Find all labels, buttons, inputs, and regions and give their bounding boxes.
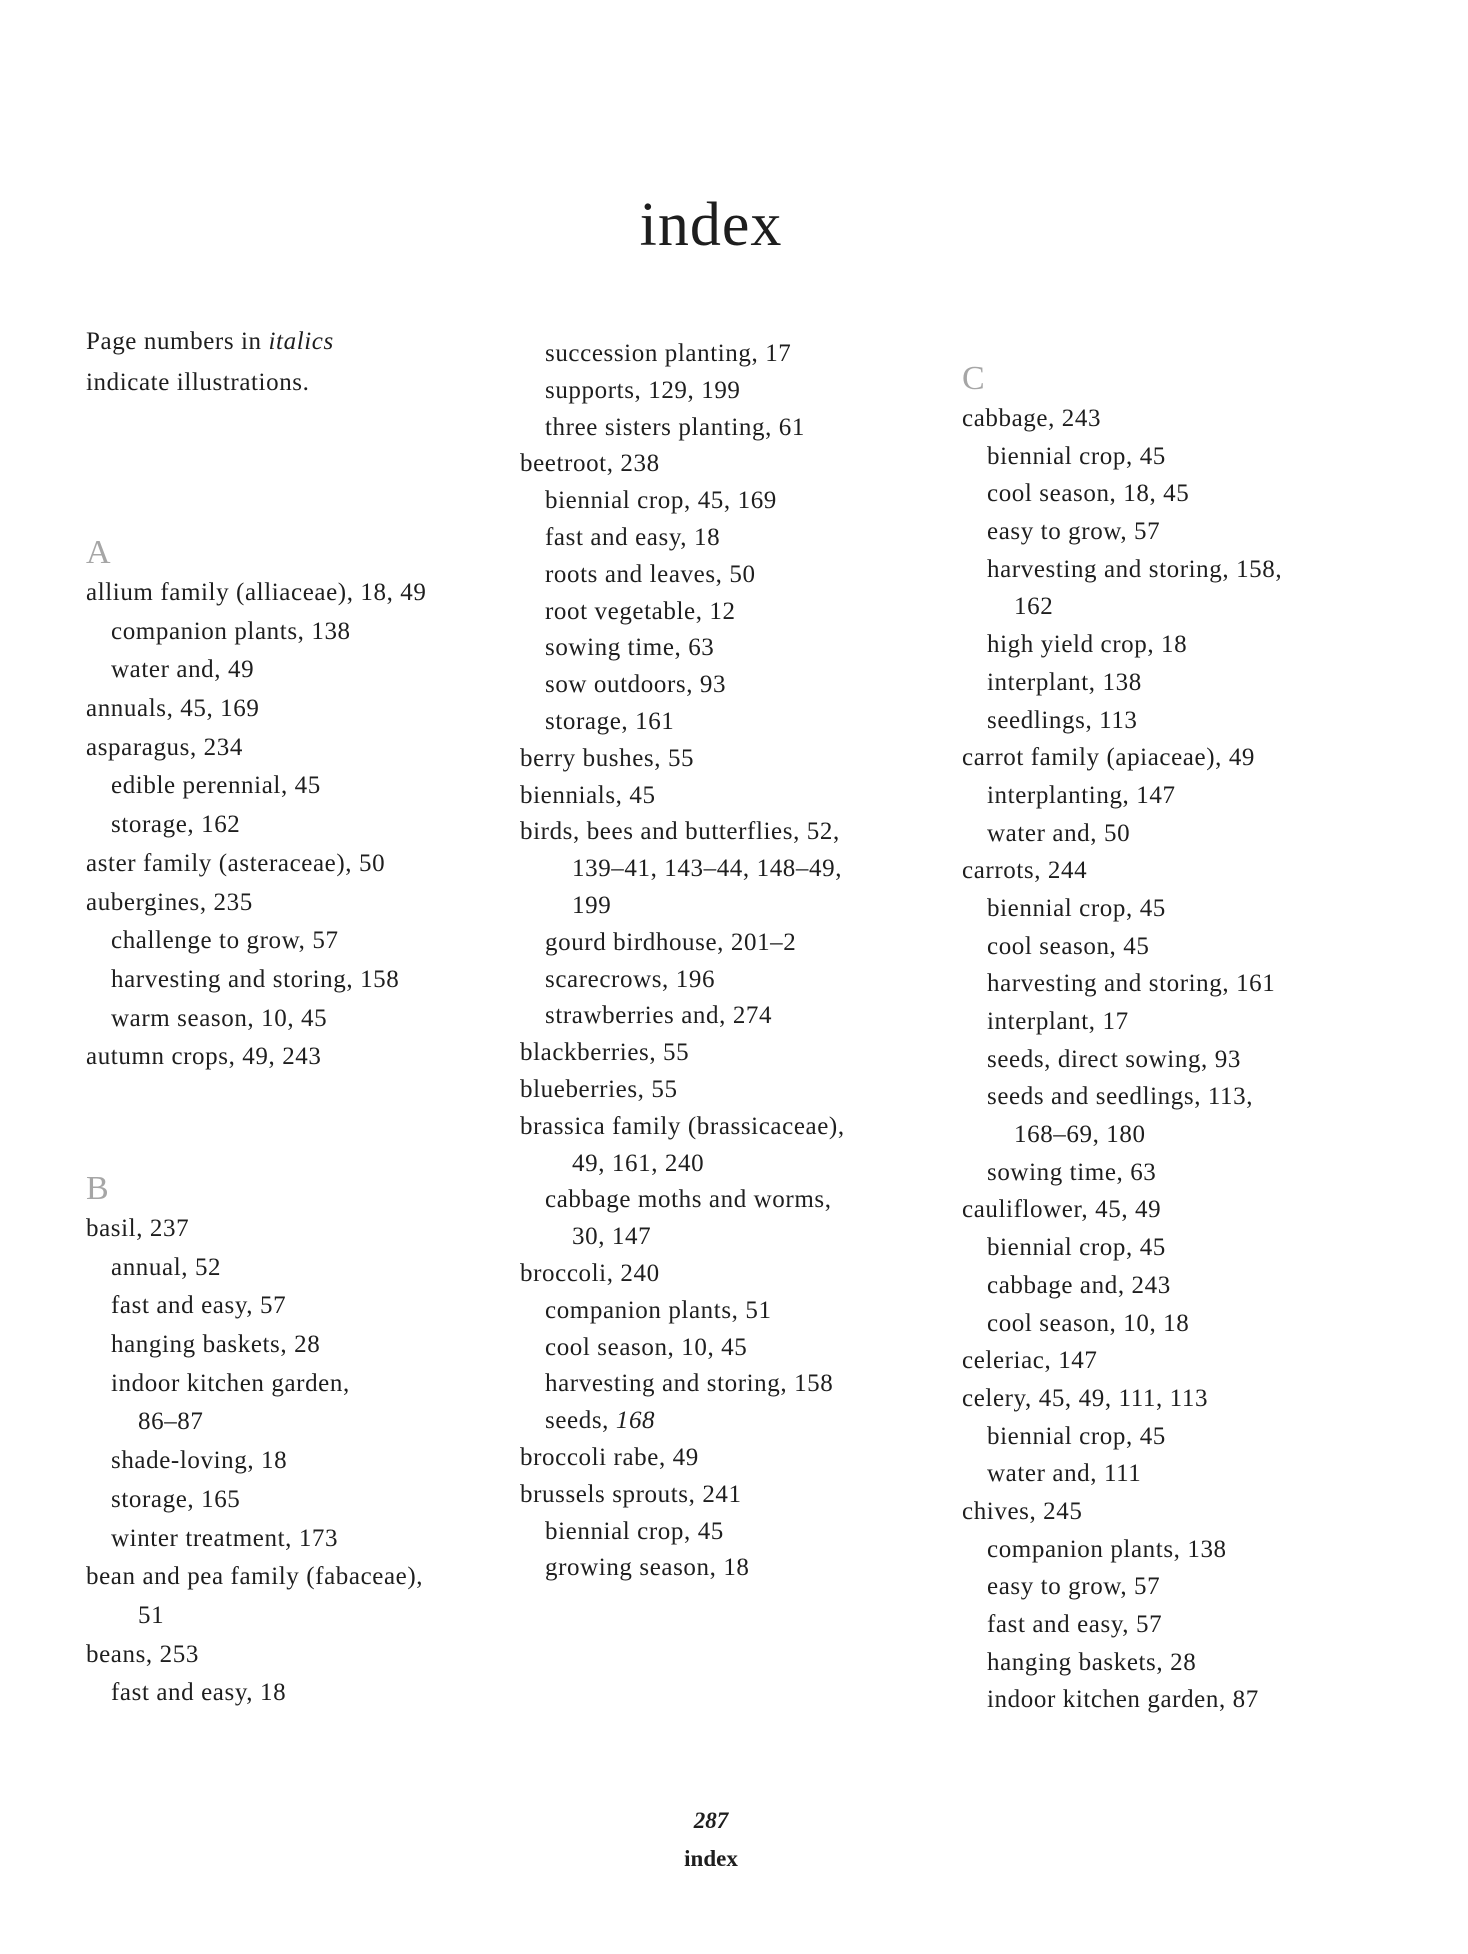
page-number: 287	[693, 1808, 729, 1833]
index-subentry	[962, 475, 1282, 513]
entry-text: aubergines, 235	[86, 888, 253, 916]
entry-text: growing season, 18	[545, 1554, 750, 1582]
index-entry-continuation	[520, 1219, 845, 1256]
index-subentry	[520, 520, 845, 557]
index-subentry	[962, 1455, 1282, 1493]
entry-text: cabbage, 243	[962, 405, 1102, 432]
entry-text: easy to grow, 57	[987, 518, 1161, 546]
entry-text: roots and leaves, 50	[545, 560, 756, 588]
entry-text: water and, 111	[987, 1460, 1142, 1488]
entry-text: seeds and seedlings, 113,	[987, 1083, 1254, 1111]
running-footer: index	[684, 1846, 738, 1871]
index-subentry	[86, 1326, 423, 1365]
index-subentry	[520, 925, 845, 962]
entry-text: fast and easy, 57	[987, 1611, 1163, 1638]
entry-text: asparagus, 234	[86, 733, 243, 761]
entry-text: interplant, 138	[987, 668, 1142, 696]
index-subentry	[86, 1365, 423, 1404]
index-subentry	[520, 1330, 845, 1367]
index-entry	[520, 1256, 845, 1293]
entry-text: biennial crop, 45	[545, 1517, 724, 1545]
entry-text: celery, 45, 49, 111, 113	[962, 1384, 1209, 1412]
intro-text: indicate illustrations.	[86, 369, 310, 396]
index-subentry	[86, 1442, 423, 1481]
index-subentry	[86, 1287, 423, 1326]
intro-text: Page numbers in	[86, 328, 269, 355]
entry-text: sowing time, 63	[545, 634, 715, 662]
entry-text: 30, 147	[572, 1223, 652, 1251]
index-subentry	[962, 1041, 1282, 1079]
entry-text: hanging baskets, 28	[111, 1331, 321, 1359]
index-subentry	[962, 1606, 1282, 1644]
index-subentry	[520, 1366, 845, 1403]
entry-text: scarecrows, 196	[545, 965, 716, 993]
entry-text: carrot family (apiaceae), 49	[962, 744, 1256, 772]
index-subentry	[520, 704, 845, 741]
entry-text: 139–41, 143–44, 148–49,	[572, 855, 843, 883]
entry-text: harvesting and storing, 158,	[987, 555, 1283, 583]
entry-text: water and, 49	[111, 656, 255, 684]
entry-text: indoor kitchen garden,	[111, 1369, 350, 1397]
index-entry	[86, 884, 427, 923]
index-subentry	[962, 928, 1282, 966]
entry-text: 168–69, 180	[1014, 1121, 1146, 1149]
entry-text: 199	[572, 891, 612, 919]
index-entry	[520, 741, 845, 778]
section-letter: B	[86, 1170, 110, 1207]
index-entry-continuation	[520, 1146, 845, 1183]
entry-text: blackberries, 55	[520, 1039, 690, 1067]
entry-text: companion plants, 51	[545, 1296, 772, 1324]
section-c	[962, 358, 1282, 1719]
index-subentry	[520, 1550, 845, 1587]
index-subentry	[962, 626, 1282, 664]
index-entry	[86, 690, 427, 729]
entry-text: chives, 245	[962, 1497, 1083, 1525]
entry-text: sow outdoors, 93	[545, 671, 727, 699]
entry-text: beans, 253	[86, 1640, 199, 1668]
entry-text: challenge to grow, 57	[111, 927, 339, 955]
index-entry	[86, 574, 427, 613]
entry-text: 49, 161, 240	[572, 1149, 705, 1177]
entry-text: birds, bees and butterflies, 52,	[520, 818, 840, 846]
index-subentry	[962, 1229, 1282, 1267]
entry-text: harvesting and storing, 158	[111, 965, 400, 993]
index-subentry	[962, 702, 1282, 740]
index-subentry	[962, 1681, 1282, 1719]
index-subentry	[520, 336, 845, 373]
section-letter: A	[86, 534, 112, 571]
entry-text: celeriac, 147	[962, 1347, 1098, 1375]
index-entry	[962, 1191, 1282, 1229]
index-entry	[520, 1109, 845, 1146]
index-subentry	[962, 1305, 1282, 1343]
entry-text: storage, 161	[545, 707, 675, 735]
index-subentry	[86, 613, 427, 652]
entry-text: annuals, 45, 169	[86, 695, 260, 723]
index-entry-continuation	[86, 1597, 423, 1636]
index-entry	[520, 1440, 845, 1477]
entry-text: aster family (asteraceae), 50	[86, 849, 386, 877]
entry-text: shade-loving, 18	[111, 1447, 288, 1475]
entry-text: biennial crop, 45	[987, 1422, 1166, 1450]
entry-text: broccoli rabe, 49	[520, 1443, 699, 1471]
entry-text: brassica family (brassicaceae),	[520, 1112, 845, 1140]
index-subentry	[962, 777, 1282, 815]
entry-text: cool season, 45	[987, 932, 1150, 960]
entry-text: fast and easy, 18	[545, 523, 721, 551]
index-entry	[86, 1558, 423, 1597]
entry-text: biennial crop, 45	[987, 442, 1166, 470]
entry-text: bean and pea family (fabaceae),	[86, 1563, 424, 1591]
index-subentry	[86, 1481, 423, 1520]
entry-text: harvesting and storing, 161	[987, 970, 1276, 998]
index-subentry	[86, 922, 427, 961]
index-entry	[520, 1477, 845, 1514]
index-entry	[520, 814, 845, 851]
index-subentry	[520, 1293, 845, 1330]
index-subentry	[520, 1514, 845, 1551]
index-subentry	[520, 998, 845, 1035]
index-subentry	[86, 1000, 427, 1039]
entry-text: annual, 52	[111, 1253, 222, 1281]
entry-text: high yield crop, 18	[987, 631, 1188, 659]
entry-text: blueberries, 55	[520, 1075, 678, 1103]
index-entry-continuation	[962, 1116, 1282, 1154]
entry-text: autumn crops, 49, 243	[86, 1043, 322, 1071]
section-b	[86, 1168, 423, 1713]
section-b-continued	[520, 336, 845, 1587]
index-subentry	[962, 1568, 1282, 1606]
page-title: index	[639, 191, 783, 259]
index-subentry	[86, 651, 427, 690]
entry-text: cool season, 10, 45	[545, 1333, 748, 1361]
index-subentry	[962, 1078, 1282, 1116]
entry-text: hanging baskets, 28	[987, 1648, 1197, 1676]
index-subentry	[962, 438, 1282, 476]
entry-text: root vegetable, 12	[545, 597, 736, 625]
index-subentry	[962, 664, 1282, 702]
entry-text: gourd birdhouse, 201–2	[545, 928, 797, 956]
entry-text: biennial crop, 45	[987, 1234, 1166, 1262]
entry-text: basil, 237	[86, 1215, 190, 1242]
index-intro-note	[86, 321, 334, 403]
entry-text: fast and easy, 57	[111, 1292, 287, 1320]
index-subentry	[520, 483, 845, 520]
index-subentry	[962, 1154, 1282, 1192]
index-subentry	[962, 513, 1282, 551]
entry-text: supports, 129, 199	[545, 376, 741, 404]
index-entry	[962, 739, 1282, 777]
entry-text: companion plants, 138	[111, 617, 351, 645]
index-subentry	[520, 594, 845, 631]
entry-text: beetroot, 238	[520, 450, 660, 478]
entry-text: strawberries and, 274	[545, 1002, 773, 1030]
entry-text: cauliflower, 45, 49	[962, 1196, 1162, 1224]
section-letter: C	[962, 360, 986, 397]
entry-text: seeds, direct sowing, 93	[987, 1045, 1241, 1073]
entry-text: berry bushes, 55	[520, 744, 695, 772]
entry-text: biennials, 45	[520, 781, 656, 809]
entry-text: winter treatment, 173	[111, 1524, 339, 1552]
index-subentry	[86, 1674, 423, 1713]
entry-text: 162	[1014, 593, 1054, 621]
index-entry	[962, 1380, 1282, 1418]
entry-text: seedlings, 113	[987, 706, 1138, 734]
entry-text: biennial crop, 45, 169	[545, 487, 777, 515]
index-entry	[962, 852, 1282, 890]
section-a	[86, 532, 427, 1077]
entry-text: easy to grow, 57	[987, 1573, 1161, 1601]
index-subentry	[962, 965, 1282, 1003]
index-subentry	[520, 962, 845, 999]
index-entry	[86, 1636, 423, 1675]
index-entry-continuation	[520, 851, 845, 888]
entry-text: indoor kitchen garden, 87	[987, 1686, 1259, 1714]
index-subentry	[520, 557, 845, 594]
entry-text: sowing time, 63	[987, 1158, 1157, 1186]
index-entry	[86, 845, 427, 884]
entry-text: interplanting, 147	[987, 781, 1176, 809]
entry-text: interplant, 17	[987, 1008, 1129, 1035]
index-subentry	[86, 767, 427, 806]
entry-text: succession planting, 17	[545, 340, 792, 367]
entry-text: fast and easy, 18	[111, 1679, 287, 1707]
index-entry	[962, 1493, 1282, 1531]
entry-text: edible perennial, 45	[111, 772, 321, 800]
index-entry	[520, 778, 845, 815]
index-subentry	[962, 551, 1282, 589]
index-entry	[86, 1210, 423, 1249]
index-subentry	[520, 410, 845, 447]
entry-text: storage, 162	[111, 811, 241, 839]
entry-text: carrots, 244	[962, 857, 1088, 885]
index-entry	[520, 1072, 845, 1109]
index-subentry	[520, 373, 845, 410]
index-entry	[962, 1342, 1282, 1380]
index-subentry	[520, 630, 845, 667]
entry-text: storage, 165	[111, 1485, 241, 1513]
entry-text: cabbage and, 243	[987, 1271, 1171, 1299]
index-subentry	[962, 815, 1282, 853]
entry-text: seeds,	[545, 1407, 616, 1435]
index-entry	[520, 1035, 845, 1072]
index-subentry	[962, 1531, 1282, 1569]
entry-text: companion plants, 138	[987, 1535, 1227, 1563]
entry-text: cabbage moths and worms,	[545, 1186, 832, 1214]
index-subentry	[962, 1003, 1282, 1041]
entry-text: warm season, 10, 45	[111, 1004, 328, 1032]
entry-text: biennial crop, 45	[987, 894, 1166, 922]
entry-text: harvesting and storing, 158	[545, 1370, 834, 1398]
index-subentry	[520, 1403, 845, 1440]
index-subentry	[520, 1182, 845, 1219]
index-subentry	[520, 667, 845, 704]
entry-text: 86–87	[138, 1408, 204, 1436]
index-subentry	[962, 890, 1282, 928]
index-subentry	[86, 1520, 423, 1559]
index-entry	[86, 1038, 427, 1077]
entry-text: 51	[138, 1601, 165, 1629]
entry-text: allium family (alliaceae), 18, 49	[86, 579, 427, 606]
index-entry-continuation	[520, 888, 845, 925]
index-entry	[520, 446, 845, 483]
entry-text: cool season, 10, 18	[987, 1309, 1190, 1337]
index-subentry	[86, 806, 427, 845]
index-subentry	[962, 1418, 1282, 1456]
index-subentry	[86, 961, 427, 1000]
entry-text: cool season, 18, 45	[987, 480, 1190, 508]
entry-text: broccoli, 240	[520, 1259, 660, 1287]
index-entry-continuation	[962, 588, 1282, 626]
index-subentry	[962, 1644, 1282, 1682]
entry-text: three sisters planting, 61	[545, 413, 805, 441]
intro-italic-word: italics	[268, 328, 334, 355]
index-subentry	[962, 1267, 1282, 1305]
entry-text: brussels sprouts, 241	[520, 1480, 742, 1508]
illustration-page-ref: 168	[615, 1407, 656, 1435]
entry-text: water and, 50	[987, 819, 1131, 847]
index-entry	[962, 400, 1282, 438]
index-entry	[86, 729, 427, 768]
index-subentry	[86, 1249, 423, 1288]
index-entry-continuation	[86, 1403, 423, 1442]
